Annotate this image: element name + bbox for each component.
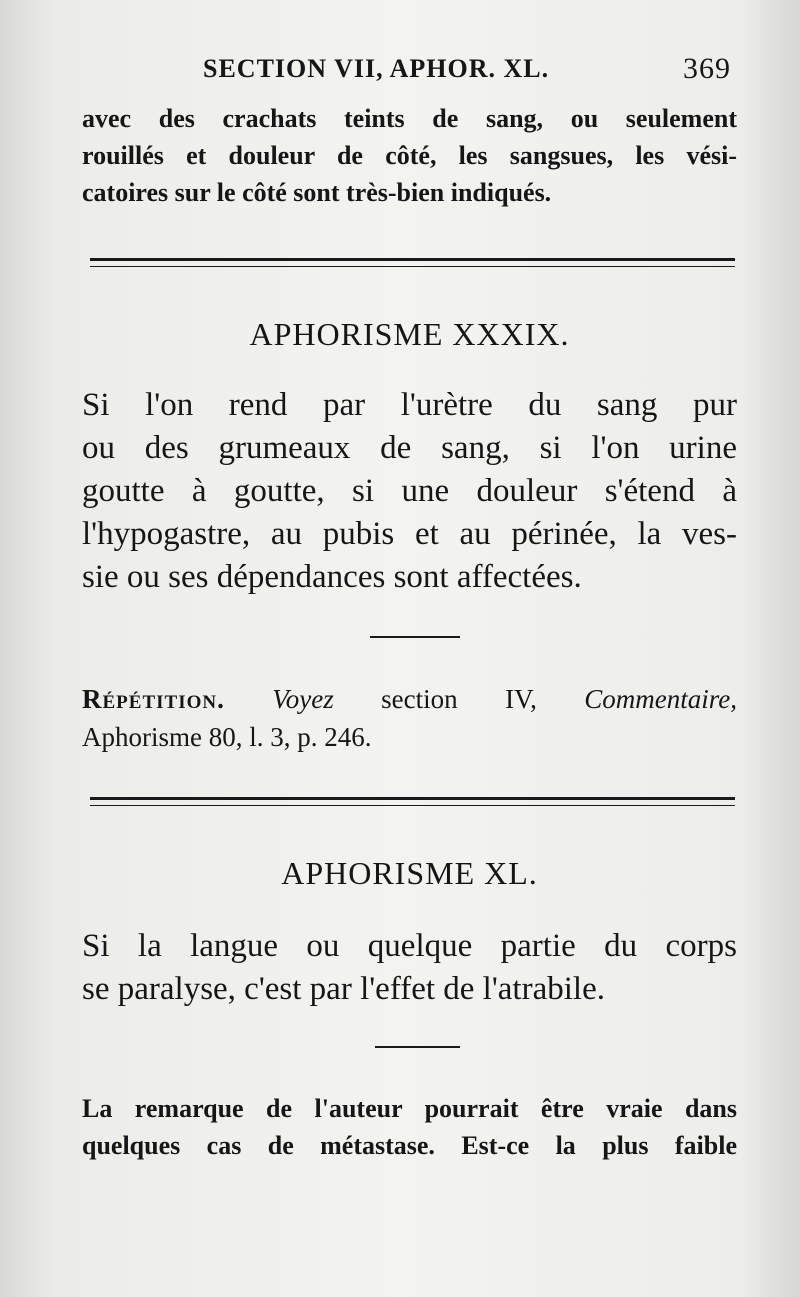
aphorism-line: Si l'on rend par l'urètre du sang pur [82,387,737,423]
commentary-line: quelques cas de métastase. Est-ce la plus faible [82,1131,737,1160]
repetition-line: Aphorisme 80, l. 3, p. 246. [82,722,372,752]
repetition-note [82,680,737,756]
intro-line: rouillés et douleur de côté, les sangsues, les vési- [82,141,737,170]
running-title: SECTION VII, APHOR. XL. [203,54,550,83]
repetition-label: Répétition. [82,684,225,714]
short-rule [375,1046,460,1048]
aphorism-line: ou des grumeaux de sang, si l'on urine [82,430,737,466]
intro-line: avec des crachats teints de sang, ou seulement [82,104,737,133]
page-number: 369 [683,52,731,85]
aphorism-39-title: APHORISME XXXIX. [249,316,570,352]
section-divider [90,797,735,806]
intro-paragraph [82,100,737,211]
aphorism-line: goutte à goutte, si une douleur s'étend à [82,473,737,509]
repetition-line [82,680,737,718]
repetition-commentaire: Commentaire, [584,684,737,714]
aphorism-line: se paralyse, c'est par l'effet de l'atrabile. [82,971,605,1007]
aphorism-line: Si la langue ou quelque partie du corps [82,928,737,964]
aphorism-39-text [82,384,737,599]
short-rule [370,636,460,638]
aphorism-line: sie ou ses dépendances sont affectées. [82,559,582,595]
commentary-paragraph [82,1090,737,1164]
aphorism-40-title: APHORISME XL. [281,855,538,891]
running-header [88,54,743,94]
aphorism-40-text [82,925,737,1011]
aphorism-line: l'hypogastre, au pubis et au périnée, la ves- [82,516,737,552]
intro-line: catoires sur le côté sont très-bien indiqués. [82,178,552,207]
section-divider [90,258,735,267]
repetition-section: section IV, [381,684,537,714]
repetition-voyez: Voyez [272,684,334,714]
commentary-line: La remarque de l'auteur pourrait être vraie dans [82,1094,737,1123]
show-through-text [60,40,760,1260]
